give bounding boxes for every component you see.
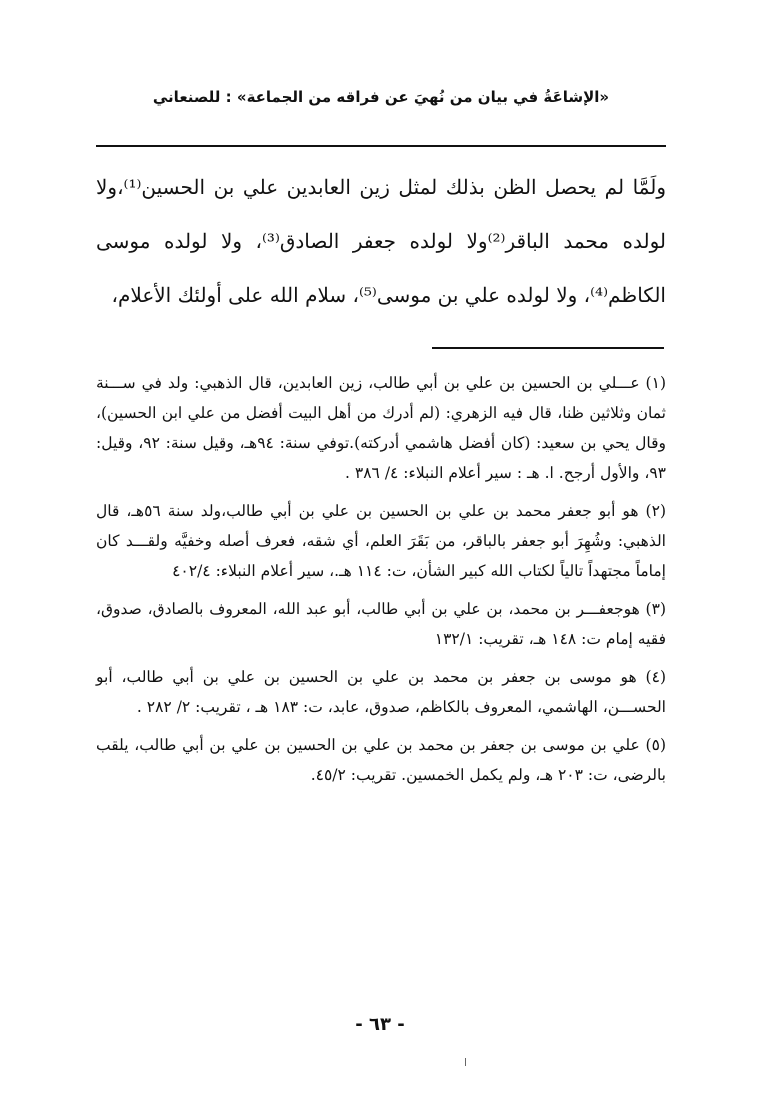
footnote-5: (٥) علي بن موسى بن جعفر بن محمد بن علي بن الحسين بن علي بن أبي طالب، يلقب بالرضى، ت: ٢٠٣ هـ، ولم يكمل الخمسين. تقريب: ٤٥/٢. (96, 736, 666, 784)
main-text-block (96, 160, 666, 322)
scan-mark (465, 1058, 466, 1066)
main-paragraph: ولَمَّا لم يحصل الظن بذلك لمثل زين العابدين علي بن الحسين⁽¹⁾،ولا لولده محمد الباقر⁽²⁾ولا لولده جعفر الصادق⁽³⁾، ولا لولده موسى الكاظم⁽⁴⁾، ولا لولده علي بن موسى⁽⁵⁾، سلام الله على أولئك الأعلام، (96, 175, 666, 307)
footnotes-block (96, 368, 666, 798)
running-header: «الإشاعَةُ في بيان من نُهيَ عن فراقه من الجماعة» : للصنعاني (152, 88, 610, 106)
footnote-divider (432, 347, 664, 349)
footnote-4: (٤) هو موسى بن جعفر بن محمد بن علي بن الحسين بن علي بن أبي طالب، أبو الحســـن، الهاشمي، المعروف بالكاظم، صدوق، عابد، ت: ١٨٣ هـ ، تقريب: ٢/ ٢٨٢ . (96, 668, 666, 716)
footnote-1: (١) عـــلي بن الحسين بن علي بن أبي طالب، زين العابدين، قال الذهبي: ولد في ســـنة ثمان وثلاثين ظنا، قال فيه الزهري: (لم أدرك من أهل البيت أفضل من علي ابن الحسين)، وقال يحي بن سعيد: (كان أفضل هاشمي أدركته).توفي سنة: ٩٤هـ، وقيل سنة: ٩٢، وقيل: ٩٣، والأول أرجح. ا. هـ : سير أعلام النبلاء: ٤/ ٣٨٦ . (96, 374, 666, 482)
footnote-2: (٢) هو أبو جعفر محمد بن علي بن الحسين بن علي بن أبي طالب،ولد سنة ٥٦هـ، قال الذهبي: وشُهِرَ أبو جعفر بالباقر، من بَقَرَ العلم، أي شقه، فعرف أصله وخفيَّه ولقـــد كان إماماً مجتهداً تالياً لكتاب الله كبير الشأن، ت: ١١٤ هـ.، سير أعلام النبلاء: ٤٠٢/٤ (96, 502, 666, 580)
page-number: - ٦٣ - (355, 1014, 405, 1035)
header-divider (96, 145, 666, 147)
footnote-3: (٣) هوجعفـــر بن محمد، بن علي بن أبي طالب، أبو عبد الله، المعروف بالصادق، صدوق، فقيه إمام ت: ١٤٨ هـ، تقريب: ١٣٢/١ (96, 600, 666, 648)
